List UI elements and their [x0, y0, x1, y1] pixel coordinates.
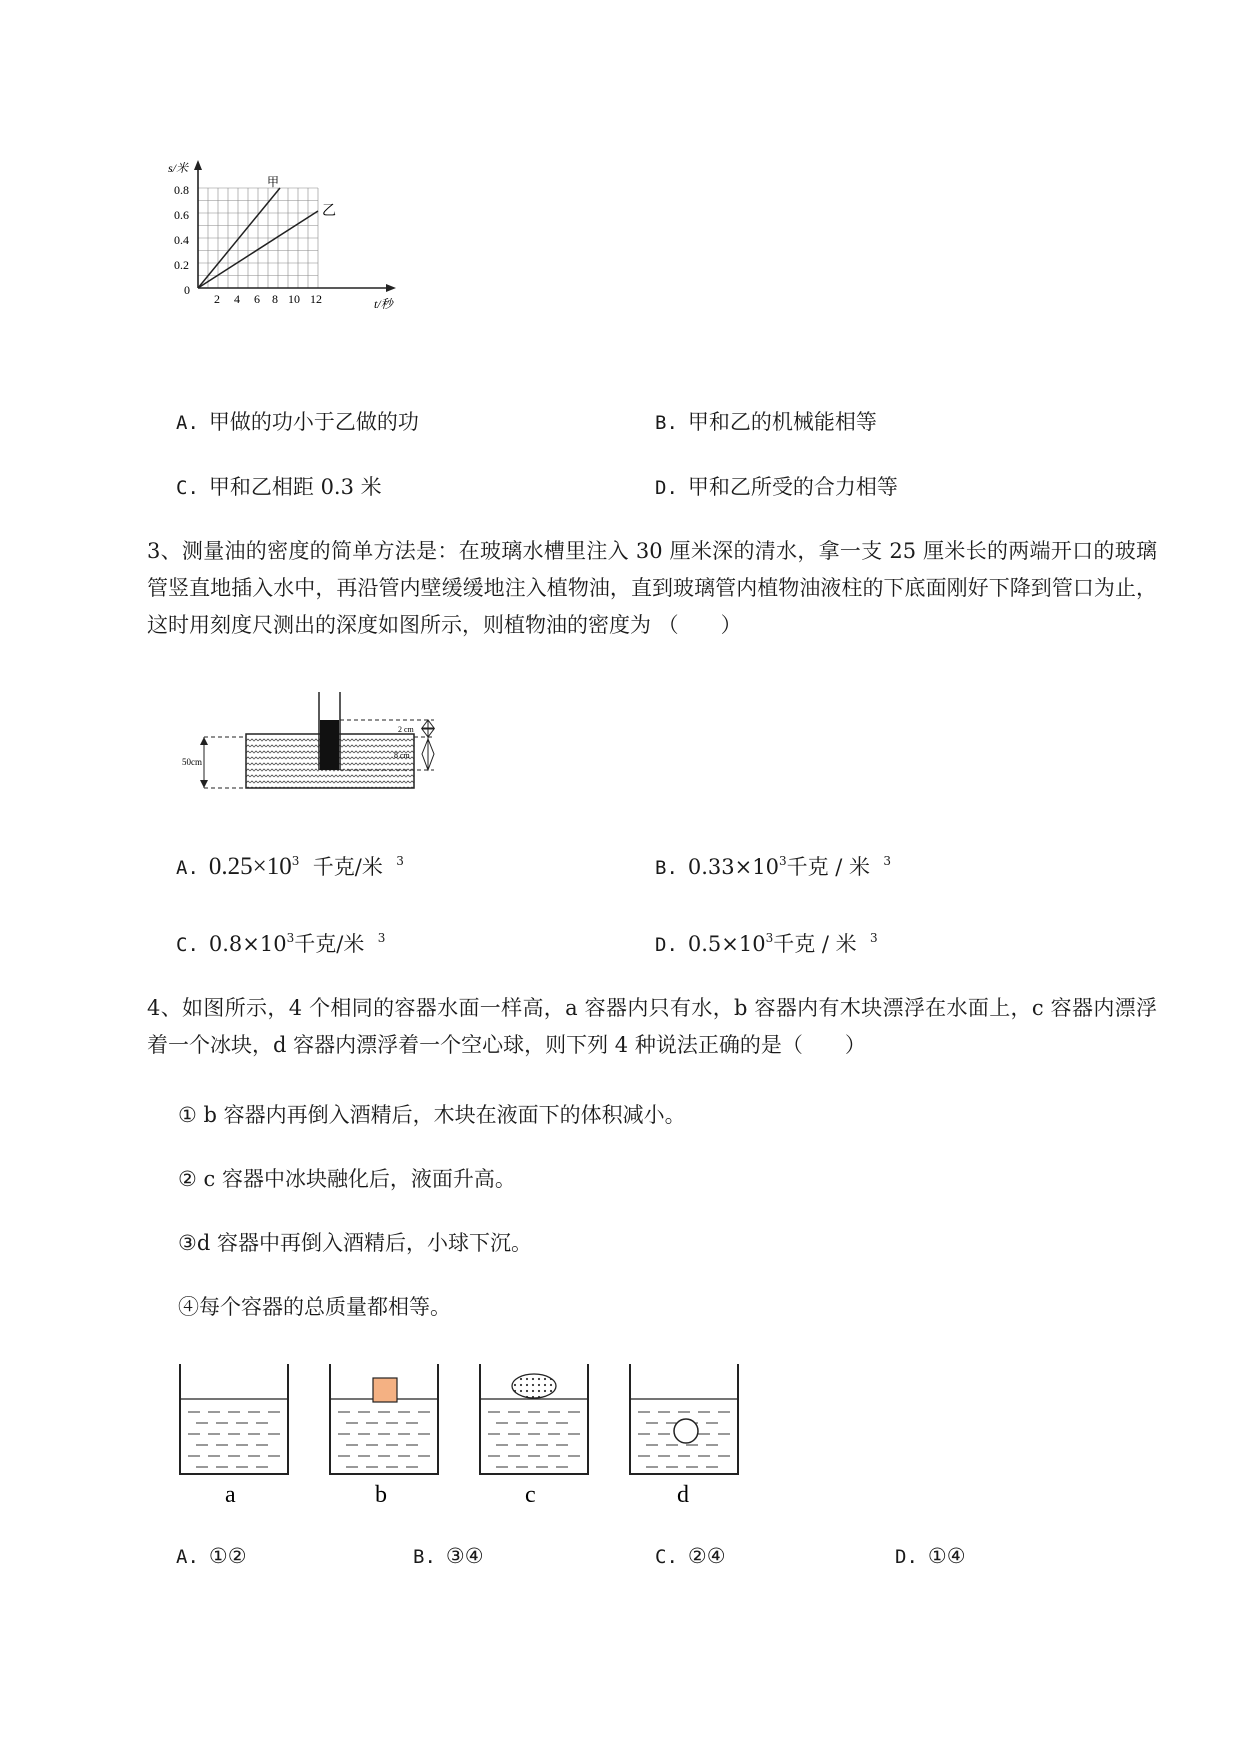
dim-left-arrow-down: [200, 780, 208, 788]
q2-option-c[interactable]: [176, 471, 382, 501]
q2-option-b[interactable]: [655, 406, 877, 436]
option-unit-exp: 3: [396, 854, 404, 868]
option-unit-exp: 3: [870, 931, 878, 945]
option-value: 0.25×10: [208, 853, 292, 880]
container-label-d: d: [677, 1482, 689, 1508]
option-text: 甲和乙的机械能相等: [687, 410, 877, 434]
wood-block: [373, 1378, 397, 1402]
option-text: 甲和乙所受的合力相等: [687, 475, 898, 499]
y-axis-label: s/米: [168, 161, 189, 175]
x-axis-label: t/秒: [374, 297, 393, 311]
option-label: D.: [895, 1546, 918, 1568]
option-label: C.: [176, 934, 199, 956]
ice-block: [512, 1374, 556, 1398]
option-text: ①②: [208, 1544, 247, 1568]
y-tick-0.6: 0.6: [174, 208, 189, 222]
option-value: 0.5×10: [687, 932, 766, 956]
option-label: B.: [413, 1546, 436, 1568]
q3-option-b[interactable]: [655, 851, 891, 881]
option-exp: 3: [778, 854, 787, 868]
option-value: 0.8×10: [208, 932, 287, 956]
container-label-c: c: [525, 1482, 536, 1508]
q3-option-d[interactable]: [655, 928, 878, 958]
option-unit-exp: 3: [883, 854, 892, 868]
option-unit: 千克/米: [312, 855, 383, 879]
option-value: 0.33×10: [687, 855, 779, 879]
q4-statement-4: ④每个容器的总质量都相等。: [178, 1295, 451, 1319]
q3-option-a[interactable]: [176, 851, 404, 881]
label-2cm: 2 cm: [398, 725, 414, 734]
option-text: ②④: [687, 1544, 726, 1568]
label-50cm: 50cm: [182, 757, 202, 767]
y-tick-0.4: 0.4: [174, 233, 189, 247]
q4-option-b[interactable]: [413, 1544, 484, 1568]
q3-question-text: 3、测量油的密度的简单方法是：在玻璃水槽里注入 30 厘米深的清水，拿一支 25 厘米长的两端开口的玻璃管竖直地插入水中，再沿管内壁缓缓地注入植物油，直到玻璃管内植物油液柱的下底面刚好下降到管口为止，这时用刻度尺测出的深度如图所示，则植物油的密度为 （ ）: [147, 539, 1157, 637]
graph-grid: [198, 188, 318, 288]
q3-tank-figure: [182, 684, 496, 799]
option-label: A.: [176, 857, 199, 879]
option-text: 甲和乙相距 0.3 米: [208, 475, 382, 499]
x-tick-6: 6: [254, 292, 260, 306]
option-label: C.: [655, 1546, 678, 1568]
option-label: C.: [176, 477, 199, 499]
option-label: A.: [176, 1546, 199, 1568]
origin-label: 0: [184, 283, 190, 297]
q4-statement-1: ① b 容器内再倒入酒精后，木块在液面下的体积减小。: [178, 1103, 686, 1127]
line-yi-label: 乙: [322, 204, 336, 219]
option-label: B.: [655, 857, 678, 879]
q3-option-c[interactable]: [176, 928, 385, 958]
option-label: A.: [176, 412, 199, 434]
hollow-ball: [674, 1419, 698, 1443]
option-text: ①④: [927, 1544, 966, 1568]
container-label-b: b: [375, 1482, 387, 1508]
label-8cm: 8 cm: [394, 751, 410, 760]
option-label: B.: [655, 412, 678, 434]
container-a: [180, 1364, 288, 1474]
option-text: 甲做的功小于乙做的功: [208, 410, 419, 434]
x-axis-arrow: [386, 284, 396, 292]
x-tick-10: 10: [288, 292, 300, 306]
option-text: ③④: [445, 1544, 484, 1568]
container-label-a: a: [225, 1482, 236, 1508]
q2-option-d[interactable]: [655, 471, 898, 501]
q4-option-c[interactable]: [655, 1544, 726, 1568]
x-tick-4: 4: [234, 292, 240, 306]
option-exp: 3: [291, 854, 300, 868]
oil-column: [320, 720, 339, 770]
line-jia-label: 甲: [267, 175, 280, 189]
q4-question-text: 4、如图所示，4 个相同的容器水面一样高，a 容器内只有水，b 容器内有木块漂浮在水面上，c 容器内漂浮着一个冰块，d 容器内漂浮着一个空心球，则下列 4 种说法正确的是（ ）: [147, 996, 1157, 1057]
q4-option-a[interactable]: [176, 1544, 247, 1568]
option-unit: 千克/米: [294, 932, 365, 956]
option-exp: 3: [765, 931, 774, 945]
option-unit: 千克 / 米: [773, 932, 857, 956]
option-label: D.: [655, 477, 678, 499]
dim-left-arrow-up: [200, 737, 208, 745]
y-axis-arrow: [194, 160, 202, 170]
y-tick-0.8: 0.8: [174, 183, 189, 197]
x-tick-8: 8: [272, 292, 278, 306]
q2-option-a[interactable]: [176, 406, 419, 436]
option-label: D.: [655, 934, 678, 956]
y-tick-0.2: 0.2: [174, 258, 189, 272]
q4-option-d[interactable]: [895, 1544, 966, 1568]
option-exp: 3: [286, 931, 295, 945]
container-wall: [180, 1364, 288, 1474]
option-unit-exp: 3: [377, 931, 386, 945]
q4-statement-2: ② c 容器中冰块融化后，液面升高。: [178, 1167, 516, 1191]
x-tick-2: 2: [214, 292, 220, 306]
q4-statement-3: ③d 容器中再倒入酒精后，小球下沉。: [178, 1231, 532, 1255]
option-unit: 千克 / 米: [786, 855, 871, 879]
x-tick-12: 12: [310, 292, 322, 306]
q4-containers-figure: [176, 1364, 756, 1514]
st-graph: [170, 160, 430, 350]
